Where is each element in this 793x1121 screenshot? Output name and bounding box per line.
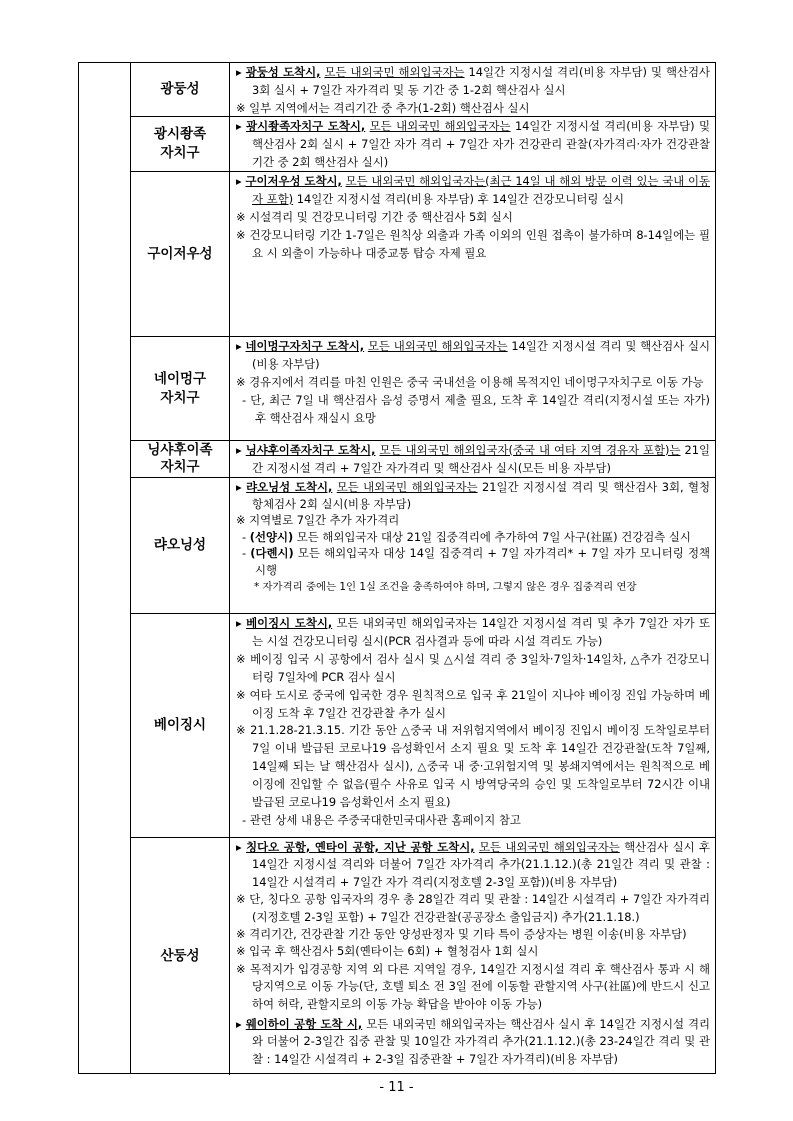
policy-note: ※ 입국 후 핵산검사 5회(옌타이는 6회) + 혈청검사 1회 실시 [236, 944, 539, 959]
region-policy [230, 838, 715, 1075]
policy-subnote: - (다롄시) 모든 해외입국자 대상 14일 집중격리 + 7일 자가격리* + 7일 자가 모니터링 정책 시행 [242, 546, 710, 577]
region-name: 산둥성 [131, 838, 230, 1075]
region-policy [230, 337, 715, 440]
policy-paragraph: ▸ 베이징시 도착시, 모든 내외국민 해외입국자는 14일간 지정시설 격리 및 추가 7일간 자가 또는 시설 건강모니터링 실시(PCR 검사결과 등에 따라 시설 격리도 가능) [236, 616, 710, 648]
region-policy [230, 614, 715, 837]
region-policy [230, 172, 715, 336]
policy-subnote: - 관련 상세 내용은 주중국대한민국대사관 홈페이지 참고 [242, 812, 521, 827]
policy-paragraph: ▸ 광시좡족자치구 도착시, 모든 내외국민 해외입국자는 14일간 지정시설 격리(비용 자부담) 및 핵산검사 2회 실시 + 7일간 자가 격리 + 7일간 자가 건강관리 관찰(자가격리·자가 건강관찰 기간 중 2회 핵산검사 실시) [236, 119, 710, 169]
policy-note: ※ 단, 칭다오 공항 입국자의 경우 총 28일간 격리 및 관찰 : 14일간 시설격리 + 7일간 자가격리(지정호텔 2-3일 포함) + 7일간 건강관찰(공공장소 출입금지) 추가(21.1.18.) [236, 892, 710, 924]
policy-note: ※ 일부 지역에서는 격리기간 중 추가(1-2회) 핵산검사 실시 [236, 100, 530, 115]
region-policy [230, 63, 715, 116]
policy-note: ※ 여타 도시로 중국에 입국한 경우 원칙적으로 입국 후 21일이 지나야 베이징 진입 가능하며 베이징 도착 후 7일간 건강관찰 추가 실시 [236, 687, 710, 720]
policy-footnote: * 자가격리 중에는 1인 1실 조건을 충족하여야 하며, 그렇지 않은 경우 집중격리 연장 [254, 580, 637, 593]
table-row-shandong [131, 838, 715, 1075]
region-name: 광시좡족 자치구 [131, 117, 230, 171]
regional-quarantine-table [78, 62, 716, 1074]
policy-note: ※ 시설격리 및 건강모니터링 기간 중 핵산검사 5회 실시 [236, 209, 513, 224]
region-name: 광둥성 [131, 63, 230, 116]
policy-note: ※ 건강모니터링 기간 1-7일은 원칙상 외출과 가족 이외의 인원 접촉이 불가하며 8-14일에는 필요 시 외출이 가능하나 대중교통 탑승 자제 필요 [236, 227, 710, 260]
page-number: - 11 - [379, 1080, 414, 1095]
policy-note: ※ 경유지에서 격리를 마친 인원은 중국 국내선을 이용해 목적지인 네이멍구자치구로 이동 가능 [236, 374, 704, 389]
policy-paragraph: ▸ 네이멍구자치구 도착시, 모든 내외국민 해외입국자는 14일간 지정시설 격리 및 핵산검사 실시 (비용 자부담) [236, 339, 711, 371]
region-name: 닝샤후이족 자치구 [131, 441, 230, 477]
table-row-guangdong [131, 63, 715, 117]
region-policy [230, 478, 715, 613]
region-name: 네이멍구 자치구 [131, 337, 230, 440]
policy-paragraph: ▸ 광둥성 도착시, 모든 내외국민 해외입국자는 14일간 지정시설 격리(비용 자부담) 및 핵산검사 3회 실시 + 7일간 자가격리 및 동 기간 중 1-2회 핵산검사 실시 [236, 65, 710, 97]
policy-subnote: - 단, 최근 7일 내 핵산검사 음성 증명서 제출 필요, 도착 후 14일간 격리(지정시설 또는 자가) 후 핵산검사 재실시 요망 [242, 392, 710, 425]
policy-note: ※ 지역별로 7일간 추가 자가격리 [236, 513, 400, 528]
table-row-liaoning [131, 478, 715, 614]
table-row-inner-mongolia [131, 337, 715, 441]
table-row-beijing [131, 614, 715, 838]
table-row-guizhou [131, 172, 715, 337]
policy-note: ※ 베이징 입국 시 공항에서 검사 실시 및 △시설 격리 중 3일차·7일차·14일차, △추가 건강모니터링 7일차에 PCR 검사 실시 [236, 651, 710, 684]
table-row-ningxia [131, 441, 715, 478]
region-name: 구이저우성 [131, 172, 230, 336]
policy-paragraph: ▸ 웨이하이 공항 도착 시, 모든 내외국민 해외입국자는 핵산검사 실시 후 14일간 지정시설 격리와 더불어 2-3일간 집중 관찰 및 10일간 자가격리 추가(21.1.12.)(총 23-24일간 격리 및 관찰 : 14일간 시설격리 + 2-3일 집중관찰 + 7일간 자가격리)(비용 자부담) [236, 1017, 710, 1066]
table-row-guangxi [131, 117, 715, 172]
policy-paragraph: ▸ 랴오닝성 도착시, 모든 내외국민 해외입국자는 21일간 지정시설 격리 및 핵산검사 3회, 혈청항체검사 2회 실시(비용 자부담) [236, 480, 710, 511]
region-policy [230, 441, 715, 477]
region-policy [230, 117, 715, 171]
policy-subnote: - (선양시) 모든 해외입국자 대상 21일 집중격리에 추가하여 7일 사구(社區) 건강검측 실시 [242, 529, 691, 544]
policy-note: ※ 격리기간, 건강관찰 기간 동안 양성판정자 및 기타 특이 증상자는 병원 이송(비용 자부담) [236, 927, 687, 942]
region-name: 베이징시 [131, 614, 230, 837]
policy-paragraph: ▸ 닝샤후이족자치구 도착시, 모든 내외국민 해외입국자(중국 내 여타 지역 경유자 포함)는 21일간 지정시설 격리 + 7일간 자가격리 및 핵산검사 실시(모든 비용 자부담) [236, 443, 710, 475]
table-left-spacer-column [79, 63, 131, 1073]
policy-paragraph: ▸ 구이저우성 도착시, 모든 내외국민 해외입국자는(최근 14일 내 해외 방문 이력 있는 국내 이동자 포함) 14일간 지정시설 격리(비용 자부담) 후 14일간 건강모니터링 실시 [236, 174, 710, 206]
policy-note: ※ 목적지가 입경공항 지역 외 다른 지역일 경우, 14일간 지정시설 격리 후 핵산검사 통과 시 해당지역으로 이동 가능(단, 호텔 퇴소 전 3일 전에 이동할 관할지역 사구(社區)에 반드시 신고하여 허락, 관할지로의 이동 가능 확답을 받아야 이동 가능) [236, 961, 710, 1011]
policy-paragraph: ▸ 칭다오 공항, 옌타이 공항, 지난 공항 도착시, 모든 내외국민 해외입국자는 핵산검사 실시 후 14일간 지정시설 격리와 더불어 7일간 자가격리 추가(21.1.12.)(총 21일간 격리 및 관찰 : 14일간 시설격리 + 7일간 자가 격리(지정호텔 2-3일 포함))(비용 자부담) [236, 840, 710, 889]
region-name: 랴오닝성 [131, 478, 230, 613]
policy-note: ※ 21.1.28-21.3.15. 기간 동안 △중국 내 저위험지역에서 베이징 진입시 베이징 도착일로부터 7일 이내 발급된 코로나19 음성확인서 소지 필요 및 도착 후 14일간 건강관찰(도착 7일째, 14일째 되는 날 핵산검사 실시), △중국 내 중·고위험지역 및 봉쇄지역에서는 원칙적으로 베이징에 진입할 수 없음(필수 사유로 입국 시 방역당국의 승인 및 도착일로부터 72시간 이내 발급된 코로나19 음성확인서 소지 필요) [236, 723, 710, 810]
